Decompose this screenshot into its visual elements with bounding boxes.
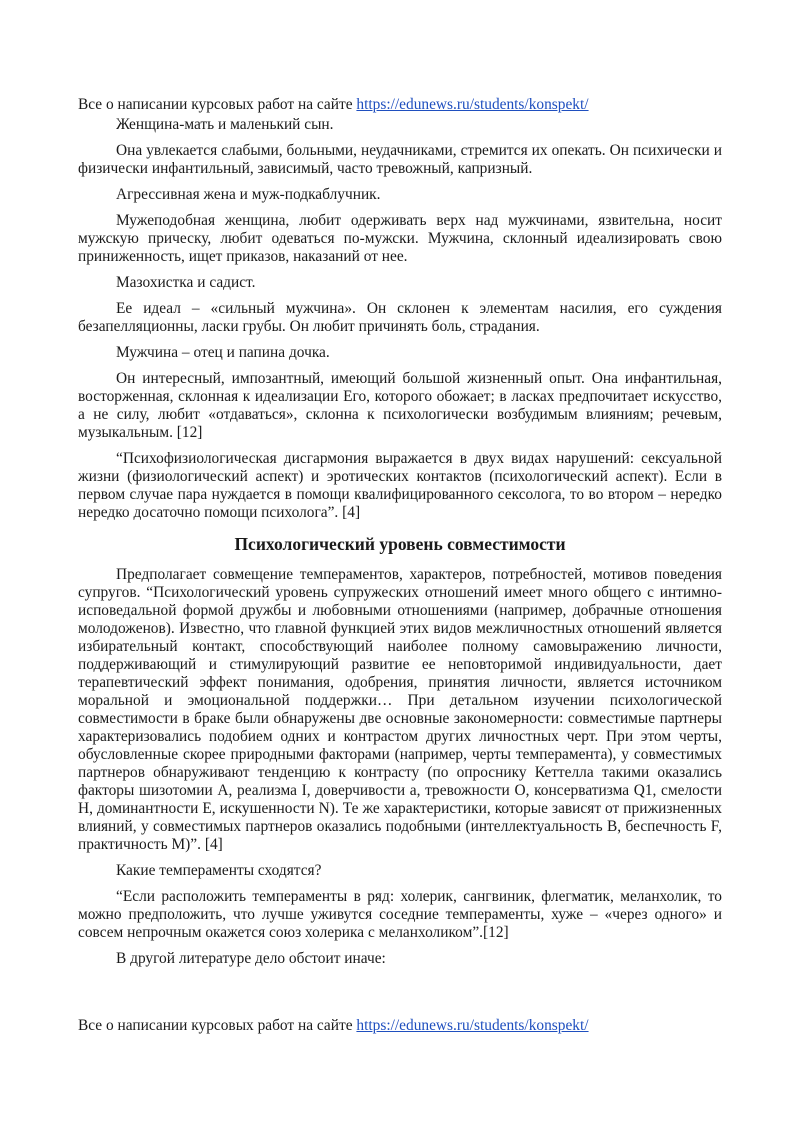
document-body xyxy=(78,96,722,976)
paragraph: Ее идеал – «сильный мужчина». Он склонен к элементам насилия, его суждения безапелляционны, ласки грубы. Он любит причинять боль, страдания. xyxy=(78,300,722,335)
header-link[interactable]: https://edunews.ru/students/konspekt/ xyxy=(356,96,589,113)
footer-link[interactable]: https://edunews.ru/students/konspekt/ xyxy=(356,1017,589,1034)
section-heading: Психологический уровень совместимости xyxy=(234,534,566,554)
paragraph: В другой литературе дело обстоит иначе: xyxy=(116,950,386,967)
paragraph: Какие темпераменты сходятся? xyxy=(116,862,322,879)
paragraph: Она увлекается слабыми, больными, неудачниками, стремится их опекать. Он психически и физически инфантильный, зависимый, часто тревожный, капризный. xyxy=(78,142,722,177)
paragraph: Мужеподобная женщина, любит одерживать верх над мужчинами, язвительна, носит мужскую прическу, любит одеваться по-мужски. Мужчина, склонный идеализировать свою приниженность, ищет приказов, наказаний от нее. xyxy=(78,212,722,265)
footer-line xyxy=(78,1017,589,1035)
paragraph: Предполагает совмещение темпераментов, характеров, потребностей, мотивов поведения супругов. “Психологический уровень супружеских отношений имеет много общего с интимно-исповедальной формой дружбы и любовными отношениями (например, добрачные отношения молодоженов). Известно, что главной функцией этих видов межличностных отношений является избирательный контакт, способствующий наиболее полному самовыражению личности, поддерживающий и стимулирующий развитие ее неповторимой индивидуальности, дает терапевтический эффект понимания, одобрения, принятия личности, является источником моральной и эмоциональной поддержки… При детальном изучении психологической совместимости в браке были обнаружены две основные закономерности: совместимые партнеры характеризовались подобием одних и контрастом других личностных черт. При этом черты, обусловленные скорее природными факторами (например, черты темперамента), у совместимых партнеров обнаруживают тенденцию к контрасту (по опроснику Кеттелла такими оказались факторы шизотомии A, реализма I, доверчивости a, тревожности O, консерватизма Q1, смелости H, доминантности E, искушенности N). Те же характеристики, которые зависят от прижизненных влияний, у совместимых партнеров оказались подобными (интеллектуальность B, беспечность F, практичность M)”. [4] xyxy=(78,566,722,853)
paragraph: “Если расположить темпераменты в ряд: холерик, сангвиник, флегматик, меланхолик, то можно предположить, что лучше уживутся соседние темпераменты, хуже – «через одного» и совсем непрочным окажется союз холерика с меланхоликом”.[12] xyxy=(78,888,722,941)
paragraph: “Психофизиологическая дисгармония выражается в двух видах нарушений: сексуальной жизни (физиологический аспект) и эротических контактов (психологический аспект). Если в первом случае пара нуждается в помощи квалифицированного сексолога, то во втором – нередко нередко досаточно помощи психолога”. [4] xyxy=(78,450,722,521)
paragraph: Мужчина – отец и папина дочка. xyxy=(116,344,330,361)
header-line xyxy=(78,96,722,114)
footer-text: Все о написании курсовых работ на сайте xyxy=(78,1017,357,1034)
header-text: Все о написании курсовых работ на сайте xyxy=(78,96,357,113)
paragraph: Агрессивная жена и муж-подкаблучник. xyxy=(116,186,381,203)
paragraph: Мазохистка и садист. xyxy=(116,274,256,291)
paragraph: Он интересный, импозантный, имеющий большой жизненный опыт. Она инфантильная, восторженная, склонная к идеализации Его, которого обожает; в ласках предпочитает искусство, а не силу, любит «отдаваться», склонна к психологически возбудимым влияниям; речевым, музыкальным. [12] xyxy=(78,370,722,441)
paragraph: Женщина-мать и маленький сын. xyxy=(116,116,334,133)
